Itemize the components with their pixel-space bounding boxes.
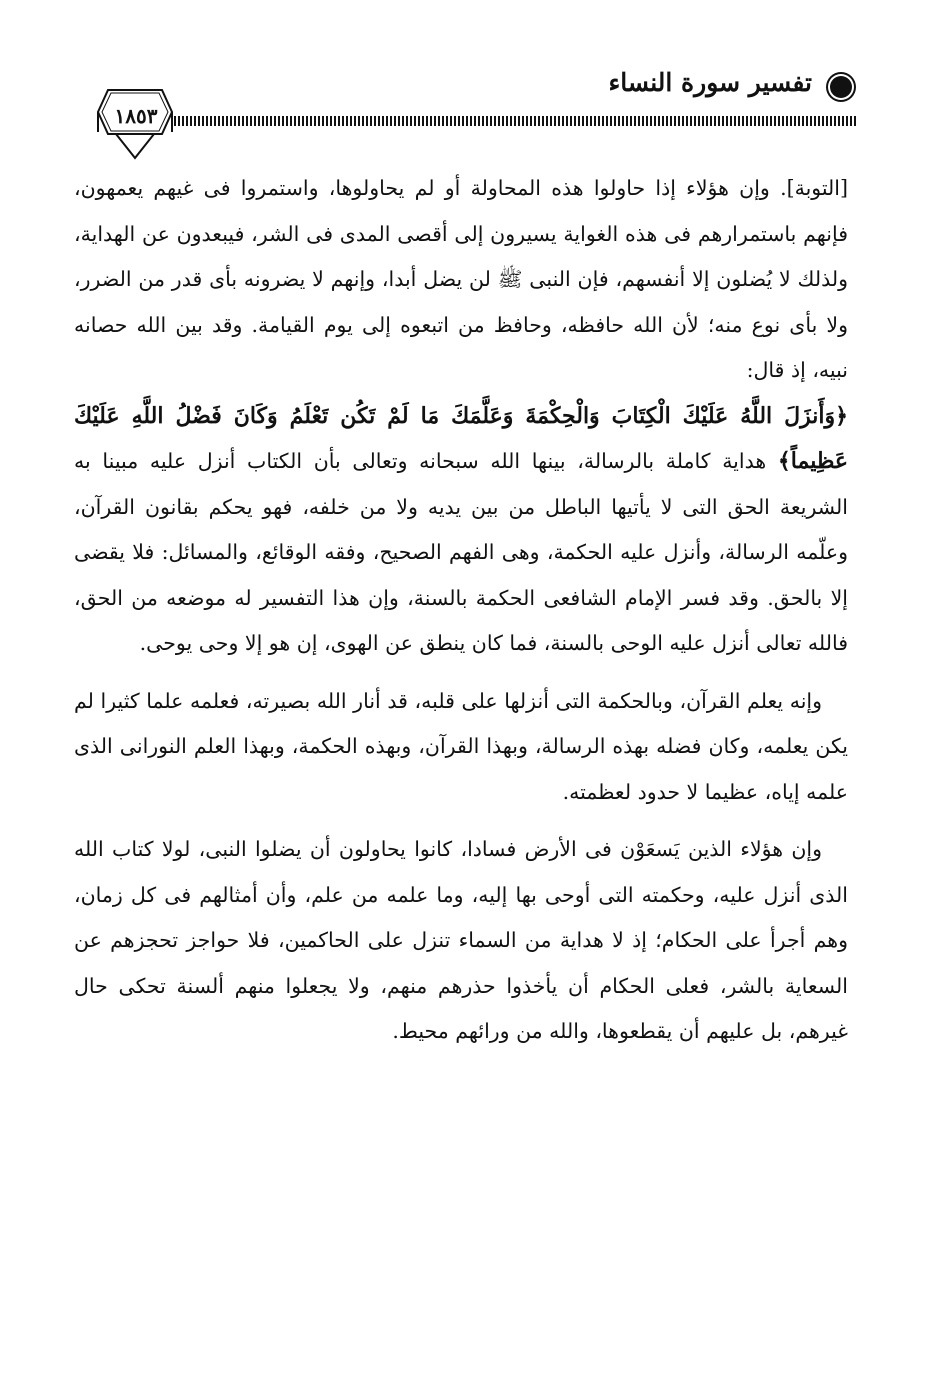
paragraph-1-text: [التوبة]. وإن هؤلاء إذا حاولوا هذه المحاولة أو لم يحاولوها، واستمروا فى غيهم يعمهون، فإنهم باستمرارهم فى هذه الغواية يسيرون إلى أقصى المدى فى الشر، فيبعدون عن الهداية، ولذلك لا يُضلون إلا أنفسهم، فإن النبى ﷺ لن يضل أبدا، وإنهم لا يضرونه بأى قدر من الضرر، ولا بأى نوع منه؛ لأن الله حافظه، وحافظ من اتبعوه إلى يوم القيامة. وقد بين الله حصانه نبيه، إذ قال:	[74, 176, 848, 382]
page-number: ١٨٥٣	[114, 104, 158, 128]
running-title: تفسير سورة النساء	[608, 68, 812, 97]
page-body	[74, 166, 848, 1055]
page-number-badge	[96, 88, 174, 162]
circle-ornament-icon	[830, 76, 852, 98]
page-header	[96, 62, 856, 162]
paragraph-2: وإنه يعلم القرآن، وبالحكمة التى أنزلها على قلبه، قد أنار الله بصيرته، فعلمه علما كثيرا لم يكن يعلمه، وكان فضله بهذه الرسالة، وبهذا القرآن، وبهذه الحكمة، وبهذا العلم النورانى الذى علمه إياه، عظيما لا حدود لعظمته.	[74, 688, 848, 804]
paragraph-1-continuation: هداية كاملة بالرسالة، بينها الله سبحانه وتعالى بأن الكتاب أنزل عليه مبينا به الشريعة الحق التى لا يأتيها الباطل من بين يديه ولا من خلفه، فهو يحكم بقانون القرآن، وعلّمه الرسالة، وأنزل عليه الحكمة، وهى الفهم الصحيح، وفقه الوقائع، والمسائل: فلا يقضى إلا بالحق. وقد فسر الإمام الشافعى الحكمة بالسنة، وإن هذا التفسير له موضعه من الحق، فالله تعالى أنزل عليه الوحى بالسنة، فما كان ينطق عن الهوى، إن هو إلا وحى يوحى.	[74, 449, 848, 655]
paragraph-1	[74, 166, 848, 667]
header-rule	[174, 116, 856, 126]
paragraph-3: وإن هؤلاء الذين يَسعَوْن فى الأرض فسادا، كانوا يحاولون أن يضلوا النبى، لولا كتاب الله الذى أنزل عليه، وحكمته التى أوحى بها إليه، وما علمه من علم، وأن أمثالهم فى كل زمان، وهم أجرأ على الحكام؛ إذ لا هداية من السماء تنزل على الحاكمين، فلا حواجز تحجزهم عن السعاية بالشر، فعلى الحكام أن يأخذوا حذرهم منهم، ولا يجعلوا منهم ألسنة تحكى حال غيرهم، بل عليهم أن يقطعوها، والله من ورائهم محيط.	[74, 837, 848, 1043]
quran-verse: ﴿وَأَنزَلَ اللَّهُ عَلَيْكَ الْكِتَابَ وَالْحِكْمَةَ وَعَلَّمَكَ مَا لَمْ تَكُن تَعْلَمُ وَكَانَ فَضْلُ اللَّهِ عَلَيْكَ عَظِيماً﴾	[74, 402, 848, 474]
